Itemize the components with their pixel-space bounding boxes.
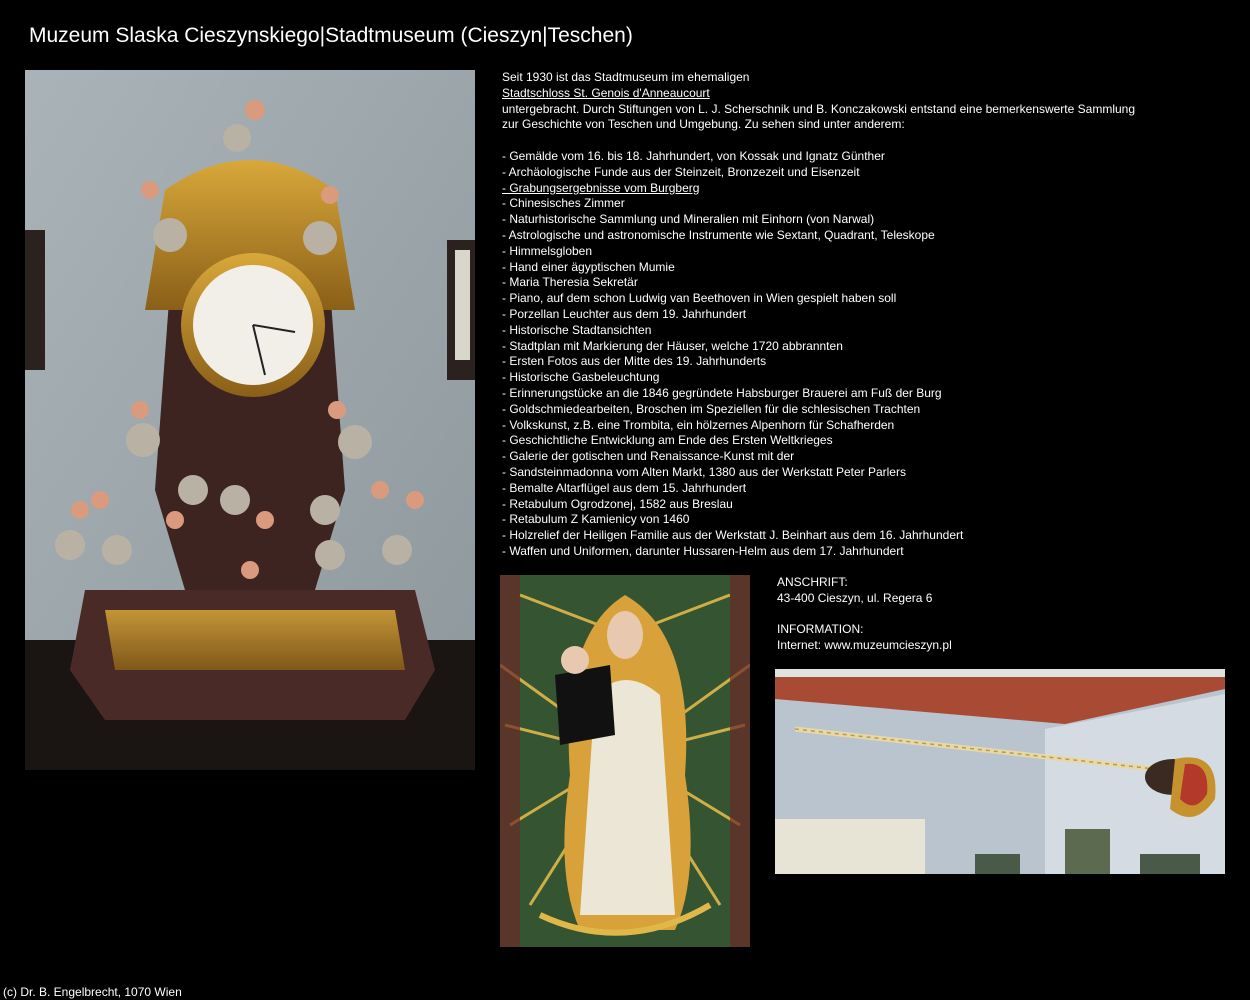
page-title: Muzeum Slaska Cieszynskiego|Stadtmuseum (Cieszyn|Teschen): [29, 24, 633, 47]
list-item: - Hand einer ägyptischen Mumie: [502, 259, 675, 274]
list-item: - Geschichtliche Entwicklung am Ende des Ersten Weltkrieges: [502, 433, 833, 448]
list-item: - Gemälde vom 16. bis 18. Jahrhundert, von Kossak und Ignatz Günther: [502, 149, 885, 163]
list-item: - Himmelsgloben: [502, 243, 593, 258]
intro-line-1: Seit 1930 ist das Stadtmuseum im ehemaligen: [502, 70, 750, 84]
list-item: - Galerie der gotischen und Renaissance-Kunst mit der: [502, 449, 795, 464]
list-item: - Retabulum Ogrodzonej, 1582 aus Breslau: [502, 496, 733, 511]
list-item: - Stadtplan mit Markierung der Häuser, welche 1720 abbrannten: [502, 338, 843, 353]
burgberg-link[interactable]: - Grabungsergebnisse vom Burgberg: [502, 180, 700, 195]
list-item: - Waffen und Uniformen, darunter Hussaren-Helm aus dem 17. Jahrhundert: [502, 543, 904, 558]
list-item: - Chinesisches Zimmer: [502, 196, 625, 211]
list-item: - Porzellan Leuchter aus dem 19. Jahrhundert: [502, 306, 747, 321]
clock-photo[interactable]: [25, 70, 475, 770]
list-item: - Ersten Fotos aus der Mitte des 19. Jahrhunderts: [502, 354, 767, 369]
madonna-image: [500, 575, 750, 947]
list-item: - Goldschmiedearbeiten, Broschen im Speziellen für die schlesischen Trachten: [502, 401, 921, 416]
list-item: - Historische Gasbeleuchtung: [502, 370, 660, 385]
list-item: - Sandsteinmadonna vom Alten Markt, 1380 aus der Werkstatt Peter Parlers: [502, 464, 906, 479]
list-item: - Holzrelief der Heiligen Familie aus der Werkstatt J. Beinhart aus dem 16. Jahrhundert: [502, 528, 964, 543]
horn-image: [775, 669, 1225, 874]
list-item: - Astrologische und astronomische Instrumente wie Sextant, Quadrant, Teleskope: [502, 227, 935, 242]
madonna-painting-photo[interactable]: [500, 575, 750, 947]
list-item: - Retabulum Z Kamienicy von 1460: [502, 512, 690, 527]
clock-image: [25, 70, 475, 770]
address-heading: ANSCHRIFT:: [777, 575, 848, 589]
list-item: - Erinnerungstücke an die 1846 gegründete Habsburger Brauerei am Fuß der Burg: [502, 385, 942, 400]
intro-text: [502, 70, 1202, 133]
list-item: - Historische Stadtansichten: [502, 322, 652, 337]
info-line: Internet: www.muzeumcieszyn.pl: [777, 637, 952, 652]
list-item[interactable]: [502, 181, 1222, 197]
list-item: - Naturhistorische Sammlung und Mineralien mit Einhorn (von Narwal): [502, 212, 875, 227]
info-heading: INFORMATION:: [777, 622, 864, 637]
stadtschloss-link[interactable]: Stadtschloss St. Genois d'Anneaucourt: [502, 85, 710, 100]
address-line: 43-400 Cieszyn, ul. Regera 6: [777, 590, 933, 605]
intro-line-2: untergebracht. Durch Stiftungen von L. J. Scherschnik und B. Konczakowski entstand eine bemerkenswerte Sammlung: [502, 101, 1136, 116]
copyright-footer: (c) Dr. B. Engelbrecht, 1070 Wien: [3, 985, 182, 999]
list-item: - Piano, auf dem schon Ludwig van Beethoven in Wien gespielt haben soll: [502, 291, 897, 306]
list-item: - Maria Theresia Sekretär: [502, 275, 638, 290]
collection-list: [502, 149, 1222, 560]
list-item: - Archäologische Funde aus der Steinzeit, Bronzezeit und Eisenzeit: [502, 164, 860, 179]
address-block: [777, 575, 952, 654]
list-item: - Bemalte Altarflügel aus dem 15. Jahrhundert: [502, 480, 747, 495]
intro-line-3: zur Geschichte von Teschen und Umgebung. Zu sehen sind unter anderem:: [502, 117, 905, 132]
list-item: - Volkskunst, z.B. eine Trombita, ein hölzernes Alpenhorn für Schafherden: [502, 417, 895, 432]
narwhal-horn-photo[interactable]: [775, 669, 1225, 874]
